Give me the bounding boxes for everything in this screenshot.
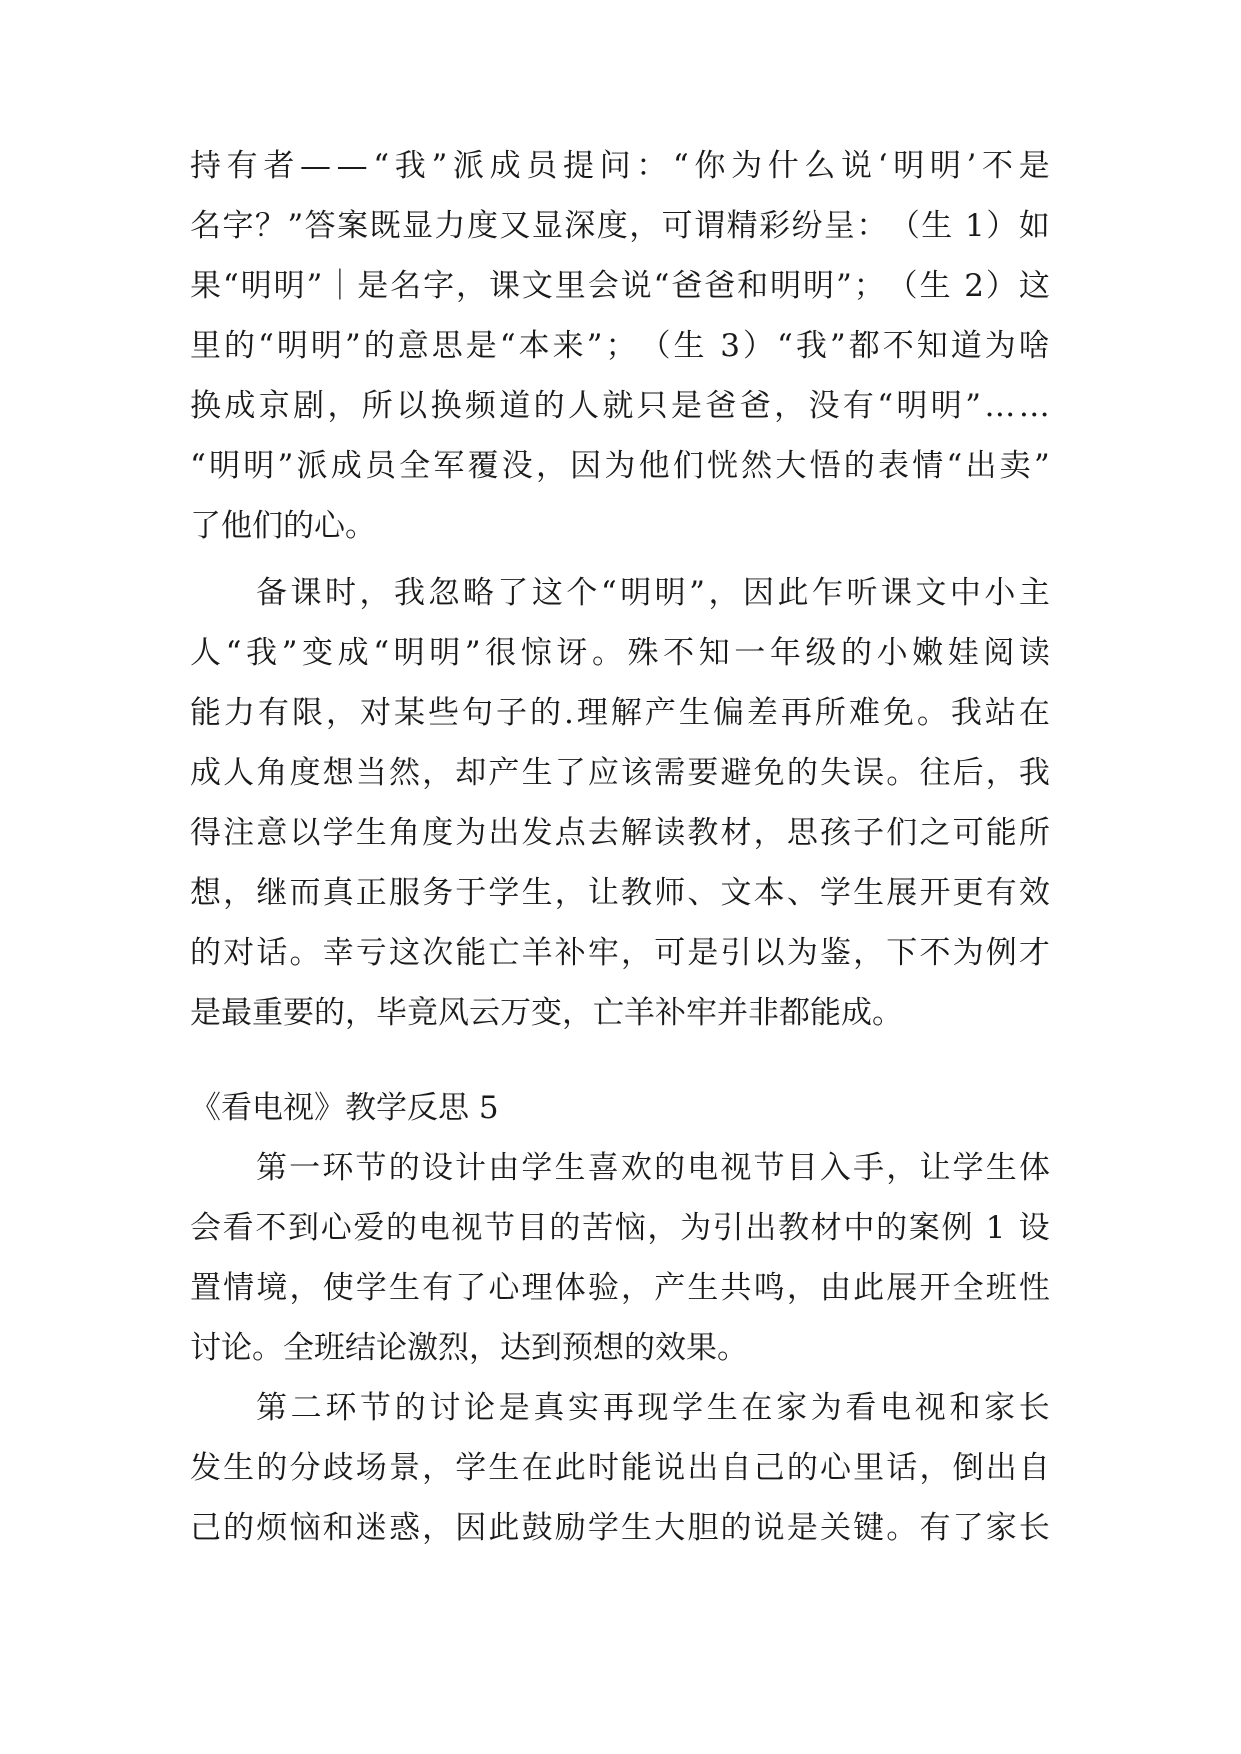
text-line: 讨论。全班结论激烈，达到预想的效果。: [190, 1330, 748, 1366]
paragraph-3: [190, 1138, 1050, 1378]
text-line: 换 成 京 剧 ， 所 以 换 频 道 的 人 就 只 是 爸 爸 ， 没 有 “ 明 明 ” … …: [190, 388, 1050, 424]
text-line: 果 “ 明 明 ” ｜ 是 名 字 ， 课 文 里 会 说 “ 爸 爸 和 明 明 ” ； （ 生 2 ） 这: [190, 268, 1050, 304]
text-line: 名 字 ？ ” 答 案 既 显 力 度 又 显 深 度 ， 可 谓 精 彩 纷 呈 ： （ 生 1 ） 如: [190, 208, 1050, 244]
text-line: 人 “ 我 ” 变 成 “ 明 明 ” 很 惊 讶 。 殊 不 知 一 年 级 的 小 嫩 娃 阅 读: [190, 635, 1050, 671]
section-heading: 《看电视》教学反思 5: [190, 1090, 499, 1126]
text-line: 持 有 者 — — “ 我 ” 派 成 员 提 问 ： “ 你 为 什 么 说 ‘ 明 明 ’ 不 是: [190, 148, 1050, 184]
text-line: 置 情 境 ， 使 学 生 有 了 心 理 体 验 ， 产 生 共 鸣 ， 由 此 展 开 全 班 性: [190, 1270, 1050, 1306]
text-line: 想 ， 继 而 真 正 服 务 于 学 生 ， 让 教 师 、 文 本 、 学 生 展 开 更 有 效: [190, 875, 1050, 911]
text-line: 的 对 话 。 幸 亏 这 次 能 亡 羊 补 牢 ， 可 是 引 以 为 鉴 ， 下 不 为 例 才: [190, 935, 1050, 971]
paragraph-2: [190, 563, 1050, 1043]
text-line: 备 课 时 ， 我 忽 略 了 这 个 “ 明 明 ” ， 因 此 乍 听 课 文 中 小 主: [256, 575, 1050, 611]
text-line: 是最重要的，毕竟风云万变，亡羊补牢并非都能成。: [190, 995, 903, 1031]
text-line: 里 的 “ 明 明 ” 的 意 思 是 “ 本 来 ” ； （ 生 3 ） “ 我 ” 都 不 知 道 为 啥: [190, 328, 1050, 364]
text-line: 能 力 有 限 ， 对 某 些 句 子 的 . 理 解 产 生 偏 差 再 所 难 免 。 我 站 在: [190, 695, 1050, 731]
text-line: 得 注 意 以 学 生 角 度 为 出 发 点 去 解 读 教 材 ， 思 孩 子 们 之 可 能 所: [190, 815, 1050, 851]
text-line: 会 看 不 到 心 爱 的 电 视 节 目 的 苦 恼 ， 为 引 出 教 材 中 的 案 例 1 设: [190, 1210, 1050, 1246]
paragraph-1: [190, 136, 1050, 556]
text-line: 发 生 的 分 歧 场 景 ， 学 生 在 此 时 能 说 出 自 己 的 心 里 话 ， 倒 出 自: [190, 1450, 1050, 1486]
text-line: 己 的 烦 恼 和 迷 惑 ， 因 此 鼓 励 学 生 大 胆 的 说 是 关 键 。 有 了 家 长: [190, 1510, 1050, 1546]
text-line: 了他们的心。: [190, 508, 376, 544]
text-line: “ 明 明 ” 派 成 员 全 军 覆 没 ， 因 为 他 们 恍 然 大 悟 的 表 情 “ 出 卖 ”: [190, 448, 1050, 484]
text-line: 第 二 环 节 的 讨 论 是 真 实 再 现 学 生 在 家 为 看 电 视 和 家 长: [256, 1390, 1050, 1426]
text-line: 第 一 环 节 的 设 计 由 学 生 喜 欢 的 电 视 节 目 入 手 ， 让 学 生 体: [256, 1150, 1050, 1186]
text-line: 成 人 角 度 想 当 然 ， 却 产 生 了 应 该 需 要 避 免 的 失 误 。 往 后 ， 我: [190, 755, 1050, 791]
paragraph-4: [190, 1378, 1050, 1558]
